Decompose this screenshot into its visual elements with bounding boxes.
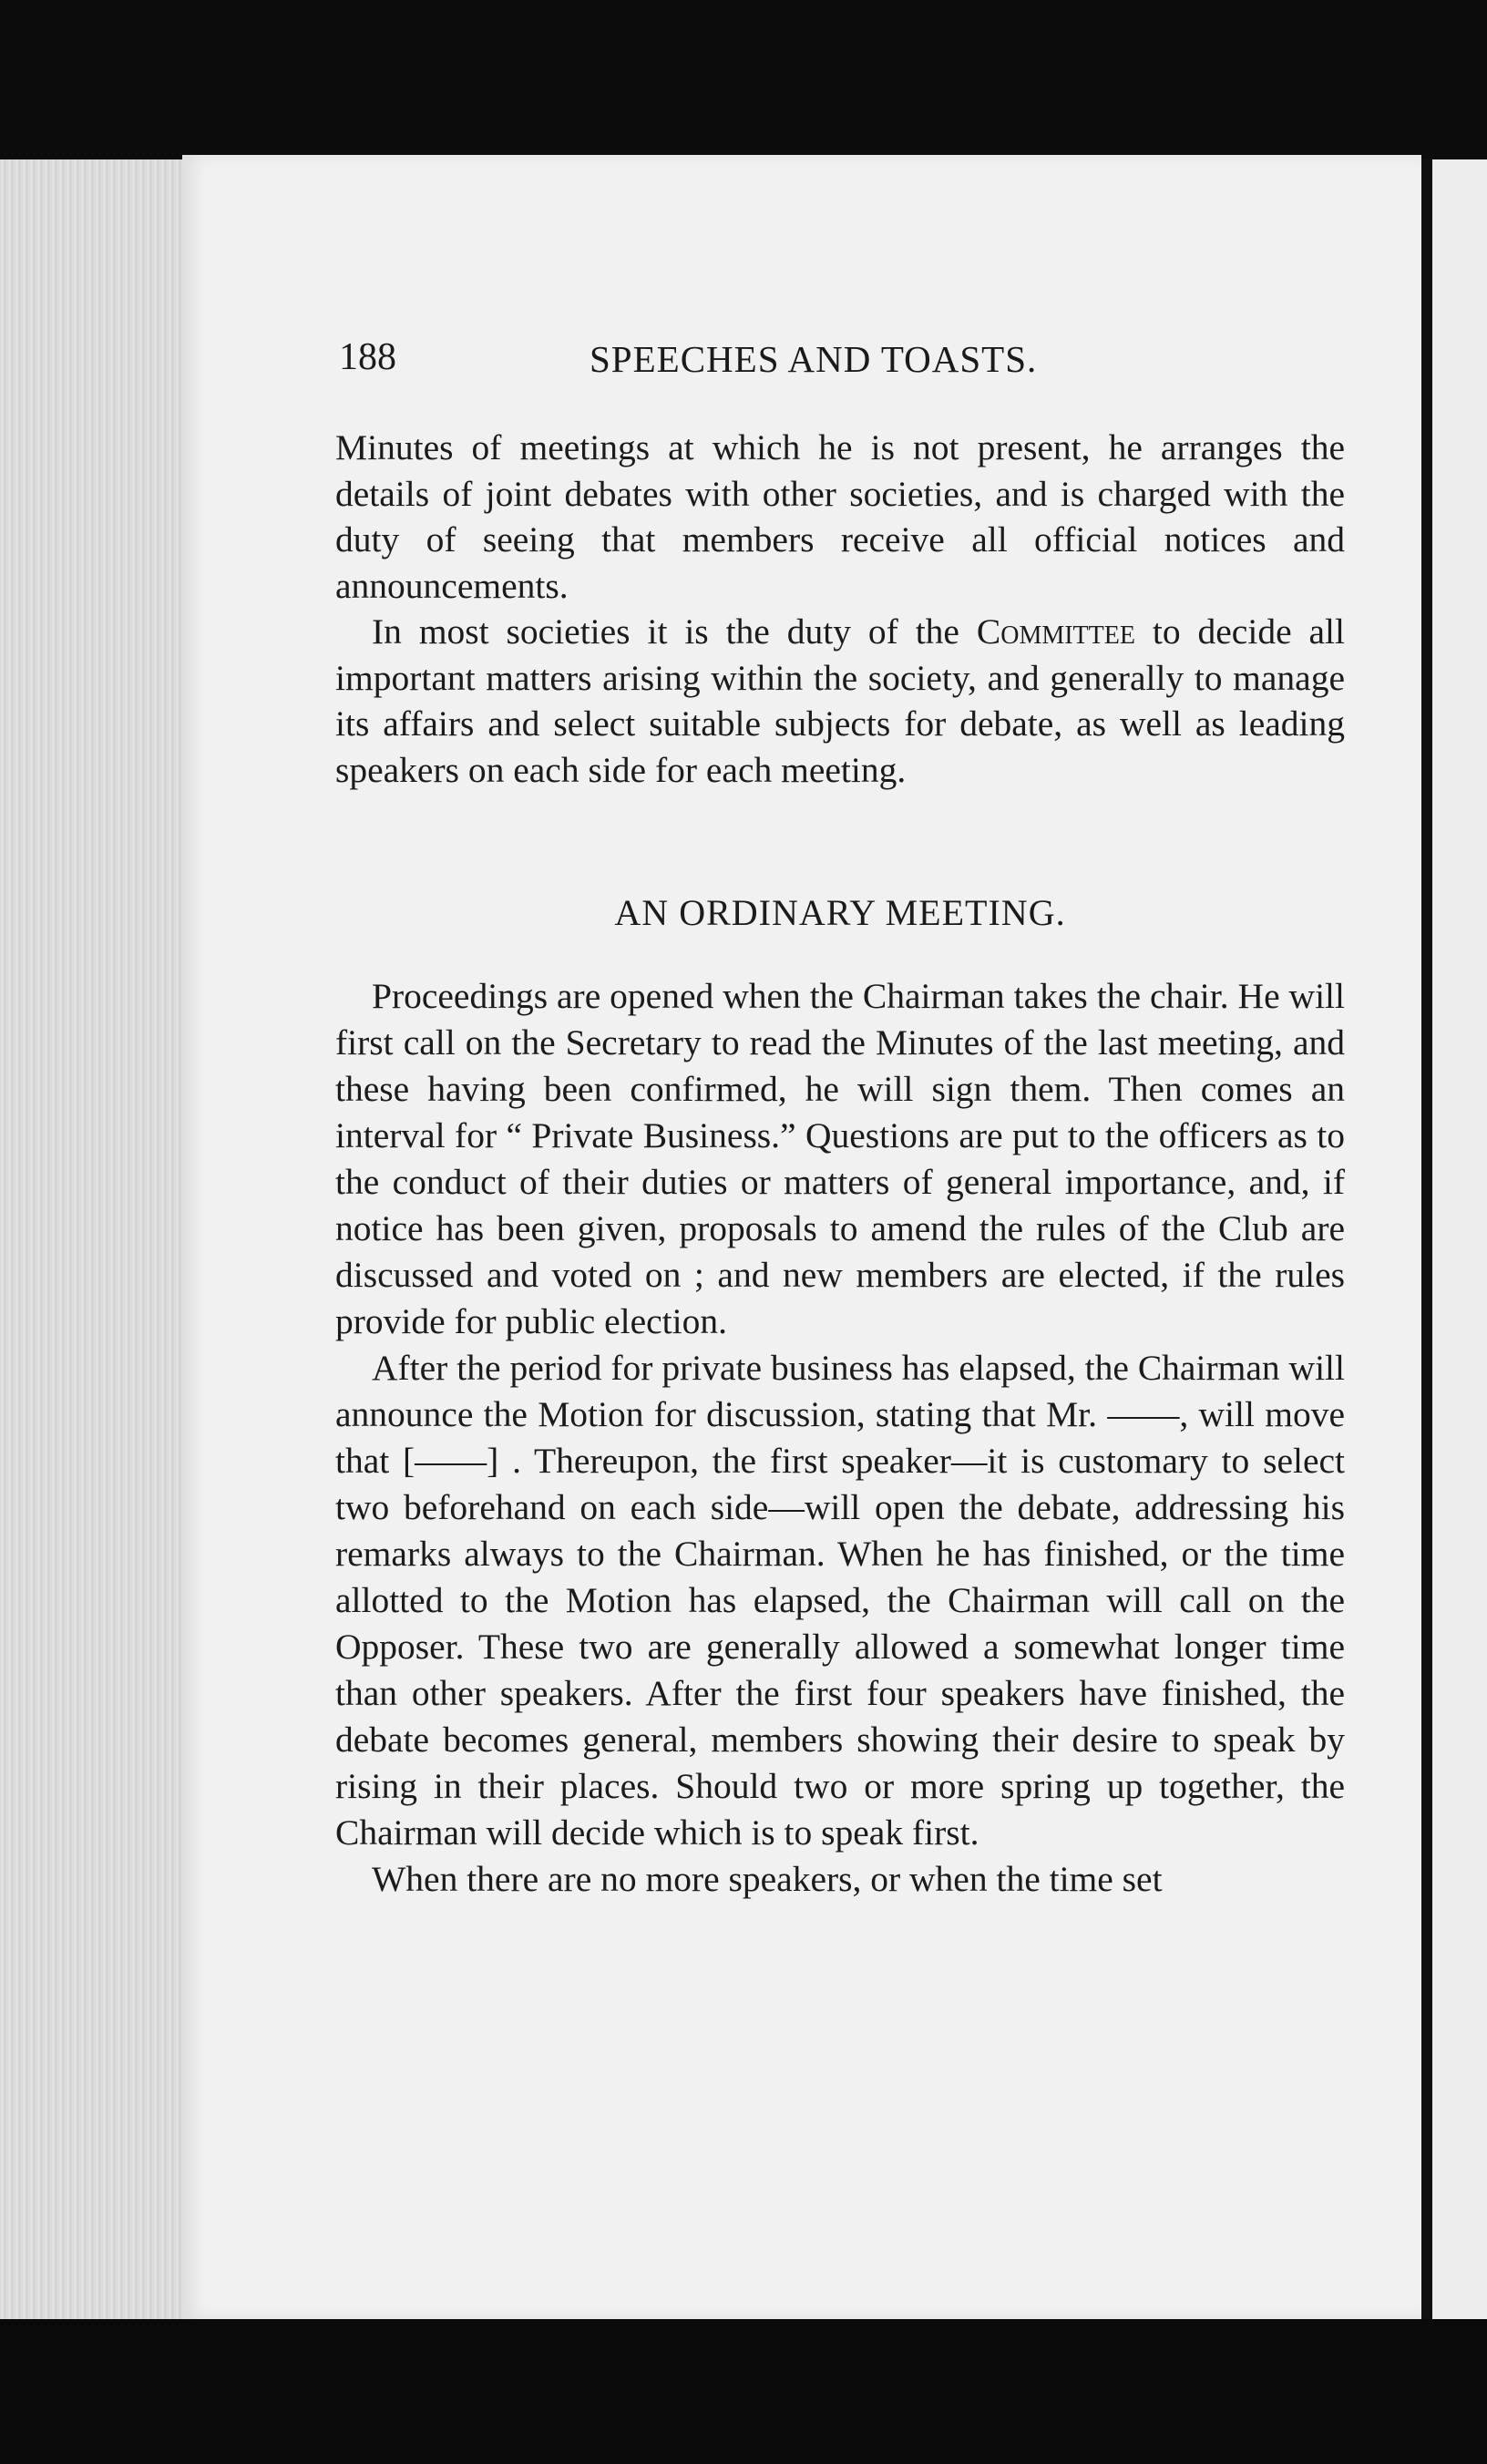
paragraph-closing: When there are no more speakers, or when the time set <box>372 1859 1163 1899</box>
paragraph-committee <box>335 609 1345 793</box>
paragraph-committee-start: In most societies it is the duty of the <box>372 611 977 652</box>
committee-term: Committee <box>976 611 1135 652</box>
scan-background-top <box>0 0 1487 159</box>
body-text-section <box>335 973 1345 1903</box>
paragraph-proceedings: Proceedings are opened when the Chairman takes the chair. He will first call on the Secretary to read the Minutes of the last meeting, and these having been confirmed, he will sign them. Then comes an interval for “ Private Business.” Questions are put to the officers as to the conduct of their duties or matters of general importance, and, if notice has been given, proposals to amend the rules of the Club are discussed and voted on ; and new members are elected, if the rules provide for public election. <box>335 976 1345 1341</box>
running-head <box>339 335 1345 390</box>
scan-background-bottom <box>0 2319 1487 2464</box>
book-gutter <box>1421 159 1432 2319</box>
running-head-title: SPEECHES AND TOASTS. <box>590 338 1038 380</box>
paragraph-private-business: After the period for private business has elapsed, the Chairman will announce the Motion for discussion, stating that Mr. ——, will move that [——] . Thereupon, the first speaker—it is customary to select two beforehand on each side—will open the debate, addressing his remarks always to the Chairman. When he has finished, or the time allotted to the Motion has elapsed, the Chairman will call on the Opposer. These two are generally allowed a somewhat longer time than other speakers. After the first four speakers have finished, the debate becomes general, members showing their desire to speak by rising in their places. Should two or more spring up together, the Chairman will decide which is to speak first. <box>335 1348 1345 1853</box>
paragraph-committee-end: to decide all important matters arising within the society, and generally to manage its affairs and select suitable subjects for debate, as well as leading speakers on each side for each meeting. <box>335 611 1345 790</box>
book-page-edges <box>0 159 196 2324</box>
page-number: 188 <box>339 336 396 378</box>
body-text-top <box>335 425 1345 793</box>
facing-page-edge <box>1432 159 1487 2319</box>
paragraph-continued: Minutes of meetings at which he is not present, he arranges the details of joint debates with other societies, and is charged with the duty of seeing that members receive all official notices and announcements. <box>335 427 1345 606</box>
section-heading: AN ORDINARY MEETING. <box>614 892 1066 933</box>
